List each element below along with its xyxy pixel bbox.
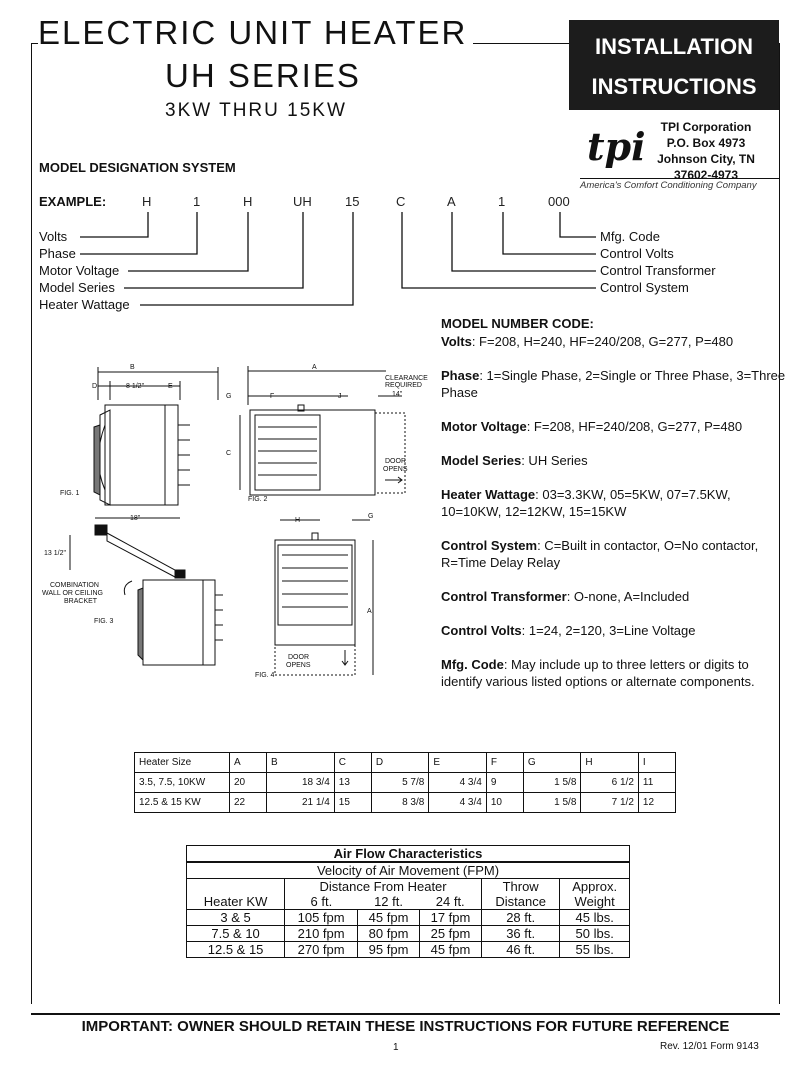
table-cell: 12 <box>638 793 675 813</box>
label-heater-wattage: Heater Wattage <box>39 297 130 312</box>
fig4-drawing <box>275 520 373 675</box>
company-zip: 37602-4973 <box>673 168 739 182</box>
fig1-dim: 8 1/2" <box>126 383 145 390</box>
entry-key: Model Series <box>441 453 522 468</box>
airflow-weight2: Weight <box>560 894 630 910</box>
entry-text: : 1=24, 2=120, 3=Line Voltage <box>521 623 696 638</box>
table-row <box>187 910 630 926</box>
page-number: 1 <box>393 1042 399 1053</box>
model-code-heading: MODEL NUMBER CODE: <box>441 316 594 331</box>
fig3-bracket2: WALL OR CEILING <box>42 590 103 597</box>
fig2-clear-dim: 14" <box>392 391 403 398</box>
fig2-g: G <box>226 393 232 400</box>
model-code-list <box>441 333 786 707</box>
table-header: A <box>230 753 267 773</box>
dimensions-table <box>134 752 676 813</box>
fig2-door1: DOOR <box>385 458 406 465</box>
code-control-volts: 1 <box>498 194 506 209</box>
entry-key: Volts <box>441 334 472 349</box>
fig3-caption: FIG. 3 <box>94 618 114 625</box>
heater-figures <box>30 355 430 685</box>
fig3-width: 18" <box>130 515 141 522</box>
code-entry-wattage <box>441 486 786 503</box>
code-entry-phase <box>441 367 786 401</box>
table-cell: 4 3/4 <box>429 773 487 793</box>
entry-key: Phase <box>441 368 480 383</box>
table-cell: 45 fpm <box>420 942 482 958</box>
subtitle: 3KW THRU 15KW <box>165 100 347 121</box>
table-header: I <box>638 753 675 773</box>
table-header: C <box>334 753 371 773</box>
label-model-series: Model Series <box>39 280 115 295</box>
fig1-b: B <box>130 364 135 371</box>
label-motor-voltage: Motor Voltage <box>39 263 120 278</box>
airflow-throw2: Distance <box>481 894 559 910</box>
instructions-line1: INSTALLATION <box>594 34 754 59</box>
code-series: UH <box>293 194 312 209</box>
code-entry-motor <box>441 418 786 435</box>
table-cell: 80 fpm <box>358 926 420 942</box>
fig4-caption: FIG. 4 <box>255 672 275 679</box>
table-row <box>135 773 676 793</box>
entry-text: : C=Built in contactor, O=No contactor, R=Time Delay Relay <box>441 538 759 570</box>
code-motor: H <box>243 194 253 209</box>
table-row <box>187 926 630 942</box>
fig1-d: D <box>92 383 98 390</box>
instructions-line2: INSTRUCTIONS <box>591 74 757 99</box>
airflow-col-6: 6 ft. <box>285 894 358 910</box>
table-row <box>187 942 630 958</box>
label-control-volts: Control Volts <box>600 246 674 261</box>
fig2-j: J <box>338 393 342 400</box>
table-cell: 210 fpm <box>285 926 358 942</box>
revision-form: Rev. 12/01 Form 9143 <box>660 1041 759 1052</box>
fig2-door2: OPENS <box>383 466 408 473</box>
table-cell: 8 3/8 <box>371 793 429 813</box>
table-cell: 4 3/4 <box>429 793 487 813</box>
entry-key: Control Transformer <box>441 589 567 604</box>
fig2-c: C <box>226 450 232 457</box>
table-cell: 50 lbs. <box>560 926 630 942</box>
airflow-col-24: 24 ft. <box>420 894 482 910</box>
table-header-row <box>135 753 676 773</box>
entry-key: Control Volts <box>441 623 522 638</box>
fig2-caption: FIG. 2 <box>248 496 268 503</box>
code-entry-control-volts <box>441 622 786 639</box>
table-cell: 55 lbs. <box>560 942 630 958</box>
label-control-system: Control System <box>600 280 689 295</box>
entry-text: : F=208, H=240, HF=240/208, G=277, P=480 <box>471 334 734 349</box>
code-entry-wattage-cont <box>441 503 786 520</box>
entry-text: : O-none, A=Included <box>566 589 690 604</box>
code-wattage: 15 <box>345 194 360 209</box>
airflow-table <box>186 845 630 958</box>
airflow-throw1: Throw <box>481 879 559 895</box>
table-cell: 45 lbs. <box>560 910 630 926</box>
label-volts: Volts <box>39 229 68 244</box>
code-entry-control-system <box>441 537 786 571</box>
entry-key: Control System <box>441 538 538 553</box>
table-cell: 46 ft. <box>481 942 559 958</box>
entry-text: : 1=Single Phase, 2=Single or Three Phase, 3=Three Phase <box>441 368 786 400</box>
fig1-caption: FIG. 1 <box>60 490 80 497</box>
designation-leader-lines <box>0 0 808 320</box>
table-cell: 28 ft. <box>481 910 559 926</box>
fig3-height: 13 1/2" <box>44 550 66 557</box>
table-cell: 5 7/8 <box>371 773 429 793</box>
company-tagline: America's Comfort Conditioning Company <box>580 180 757 191</box>
table-cell: 18 3/4 <box>267 773 335 793</box>
airflow-empty <box>187 879 285 895</box>
table-cell: 270 fpm <box>285 942 358 958</box>
table-cell: 3 & 5 <box>187 910 285 926</box>
code-control-system: C <box>396 194 406 209</box>
fig4-door1: DOOR <box>288 654 309 661</box>
fig2-a: A <box>312 364 317 371</box>
code-volts: H <box>142 194 152 209</box>
table-cell: 20 <box>230 773 267 793</box>
company-box: P.O. Box 4973 <box>666 136 746 150</box>
table-header: D <box>371 753 429 773</box>
table-header: H <box>581 753 639 773</box>
important-notice: IMPORTANT: OWNER SHOULD RETAIN THESE INSTRUCTIONS FOR FUTURE REFERENCE <box>31 1013 780 1035</box>
entry-key: Heater Wattage <box>441 487 536 502</box>
code-phase: 1 <box>193 194 201 209</box>
fig2-clearance1: CLEARANCE <box>385 375 428 382</box>
title-line2: UH SERIES <box>165 57 361 94</box>
table-cell: 10 <box>486 793 523 813</box>
table-cell: 6 1/2 <box>581 773 639 793</box>
table-cell: 15 <box>334 793 371 813</box>
company-name: TPI Corporation <box>660 120 752 134</box>
table-cell: 17 fpm <box>420 910 482 926</box>
fig3-bracket1: COMBINATION <box>50 582 99 589</box>
label-mfg-code: Mfg. Code <box>600 229 660 244</box>
table-cell: 12.5 & 15 <box>187 942 285 958</box>
fig4-g: G <box>368 513 374 520</box>
example-label: EXAMPLE: <box>39 194 107 209</box>
fig3-bracket3: BRACKET <box>64 598 98 605</box>
table-cell: 1 5/8 <box>523 773 581 793</box>
designation-heading: MODEL DESIGNATION SYSTEM <box>39 160 236 175</box>
table-cell: 36 ft. <box>481 926 559 942</box>
entry-text: : May include up to three letters or digits to identify various listed options or alternate components. <box>441 657 755 689</box>
code-transformer: A <box>447 194 456 209</box>
code-entry-volts <box>441 333 786 350</box>
table-header: Heater Size <box>135 753 230 773</box>
table-cell: 22 <box>230 793 267 813</box>
table-cell: 105 fpm <box>285 910 358 926</box>
table-cell: 45 fpm <box>358 910 420 926</box>
airflow-col-kw: Heater KW <box>187 894 285 910</box>
code-entry-series <box>441 452 786 469</box>
table-cell: 95 fpm <box>358 942 420 958</box>
airflow-weight1: Approx. <box>560 879 630 895</box>
fig4-h: H <box>295 517 301 524</box>
airflow-subtitle: Velocity of Air Movement (FPM) <box>187 862 630 879</box>
label-control-transformer: Control Transformer <box>600 263 716 278</box>
fig1-drawing <box>94 367 218 505</box>
table-cell: 3.5, 7.5, 10KW <box>135 773 230 793</box>
label-phase: Phase <box>39 246 76 261</box>
entry-text: : 03=3.3KW, 05=5KW, 07=7.5KW, <box>535 487 731 502</box>
fig2-clearance2: REQUIRED <box>385 382 422 389</box>
fig2-drawing <box>240 366 405 495</box>
table-cell: 1 5/8 <box>523 793 581 813</box>
table-header: F <box>486 753 523 773</box>
table-cell: 11 <box>638 773 675 793</box>
table-header: E <box>429 753 487 773</box>
table-row <box>135 793 676 813</box>
table-cell: 12.5 & 15 KW <box>135 793 230 813</box>
fig1-e: E <box>168 383 173 390</box>
title-line1: ELECTRIC UNIT HEATER <box>38 14 473 52</box>
table-cell: 7.5 & 10 <box>187 926 285 942</box>
entry-text: : F=208, HF=240/208, G=277, P=480 <box>526 419 743 434</box>
entry-text: 10=10KW, 12=12KW, 15=15KW <box>441 504 627 519</box>
table-cell: 13 <box>334 773 371 793</box>
table-header: G <box>523 753 581 773</box>
airflow-distance-header: Distance From Heater <box>285 879 482 895</box>
fig2-f: F <box>270 393 275 400</box>
entry-key: Motor Voltage <box>441 419 527 434</box>
code-entry-mfg <box>441 656 786 690</box>
company-city: Johnson City, TN <box>657 152 755 166</box>
fig4-a: A <box>367 608 372 615</box>
code-entry-transformer <box>441 588 786 605</box>
entry-text: : UH Series <box>521 453 588 468</box>
logo-text: tpi <box>587 124 646 169</box>
entry-key: Mfg. Code <box>441 657 504 672</box>
table-cell: 9 <box>486 773 523 793</box>
table-cell: 25 fpm <box>420 926 482 942</box>
table-cell: 7 1/2 <box>581 793 639 813</box>
airflow-col-12: 12 ft. <box>358 894 420 910</box>
table-header: B <box>267 753 335 773</box>
code-mfg: 000 <box>548 194 570 209</box>
fig4-door2: OPENS <box>286 662 311 669</box>
table-cell: 21 1/4 <box>267 793 335 813</box>
airflow-title: Air Flow Characteristics <box>187 846 630 863</box>
